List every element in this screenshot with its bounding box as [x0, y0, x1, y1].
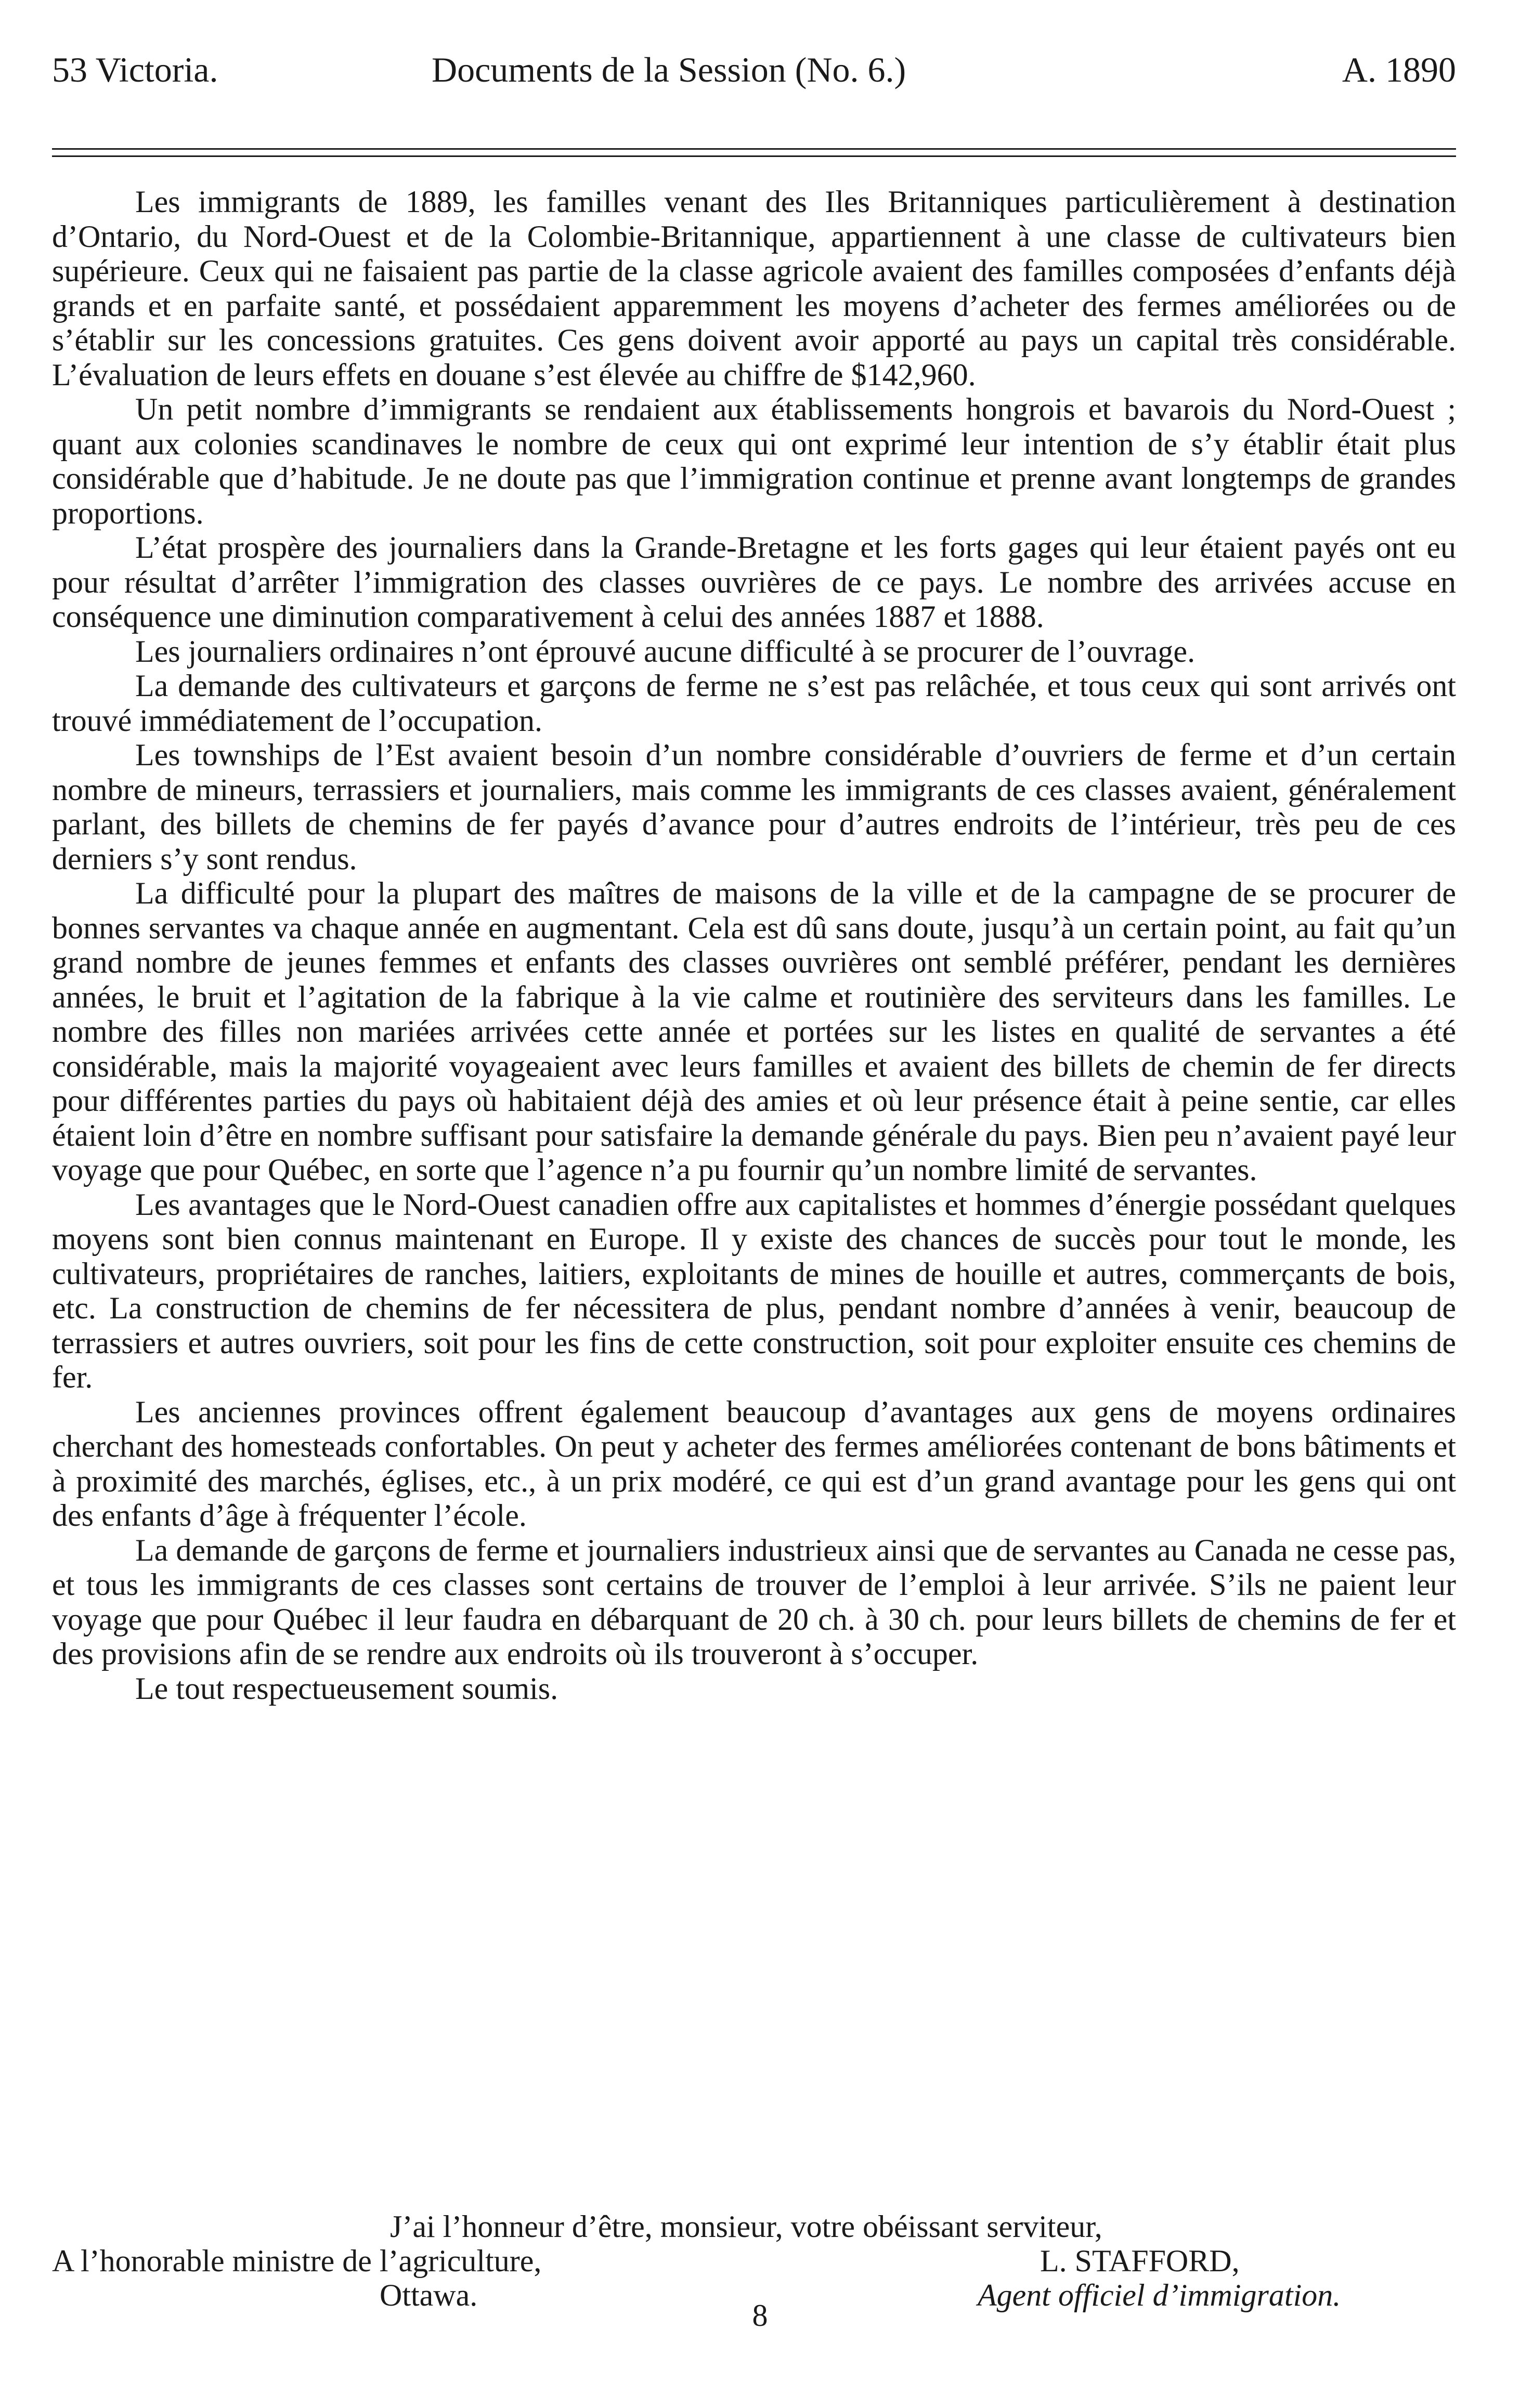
- closing-addressee: A l’honorable ministre de l’agriculture,: [52, 2244, 542, 2278]
- running-header: [52, 49, 1456, 107]
- signature-name: L. STAFFORD,: [1040, 2244, 1240, 2278]
- paragraph: La demande de garçons de ferme et journaliers industrieux ainsi que de servantes au Canada ne cesse pas, et tous les immigrants de ces classes sont certains de trouver de l’emploi à leur arrivée. S’ils ne paient leur voyage que pour Québec il leur faudra en débarquant de 20 ch. à 30 ch. pour leurs billets de chemins de fer et des provisions afin de se rendre aux endroits où ils trouveront à s’occuper.: [52, 1533, 1456, 1671]
- closing-honour: J’ai l’honneur d’être, monsieur, votre obéissant serviteur,: [390, 2209, 1102, 2244]
- paragraph: Un petit nombre d’immigrants se rendaient aux établissements hongrois et bavarois du Nord-Ouest ; quant aux colonies scandinaves le nombre de ceux qui ont exprimé leur intention de s’y établir était plus considérable que d’habitude. Je ne doute pas que l’immigration continue et prenne avant longtemps de grandes proportions.: [52, 392, 1456, 530]
- header-rule-top: [52, 148, 1456, 150]
- paragraph: Les immigrants de 1889, les familles venant des Iles Britanniques particulièrement à destination d’Ontario, du Nord-Ouest et de la Colombie-Britannique, appartiennent à une classe de cultivateurs bien supérieure. Ceux qui ne faisaient pas partie de la classe agricole avaient des familles composées d’enfants déjà grands et en parfaite santé, et possédaient apparemment les moyens d’acheter des fermes améliorées ou de s’établir sur les concessions gratuites. Ces gens doivent avoir apporté au pays un capital très considérable. L’évaluation de leurs effets en douane s’est élevée au chiffre de $142,960.: [52, 185, 1456, 392]
- paragraph: Le tout respectueusement soumis.: [135, 1671, 558, 1706]
- closing-place: Ottawa.: [380, 2278, 478, 2312]
- header-title: Documents de la Session (No. 6.): [432, 50, 906, 89]
- page-number: 8: [752, 2298, 768, 2333]
- header-year: A. 1890: [1342, 50, 1456, 89]
- header-rule-bottom: [52, 155, 1456, 157]
- paragraph: La difficulté pour la plupart des maîtres de maisons de la ville et de la campagne de se procurer de bonnes servantes va chaque année en augmentant. Cela est dû sans doute, jusqu’à un certain point, au fait qu’un grand nombre de jeunes femmes et enfants des classes ouvrières ont semblé préférer, pendant les dernières années, le bruit et l’agitation de la fabrique à la vie calme et routinière des serviteurs dans les familles. Le nombre des filles non mariées arrivées cette année et portées sur les listes en qualité de servantes a été considérable, mais la majorité voyageaient avec leurs familles et avaient des billets de chemin de fer directs pour différentes parties du pays où habitaient déjà des amies et où leur présence était à peine sentie, car elles étaient loin d’être en nombre suffisant pour satisfaire la demande générale du pays. Bien peu n’avaient payé leur voyage que pour Québec, en sorte que l’agence n’a pu fournir qu’un nombre limité de servantes.: [52, 876, 1456, 1187]
- paragraph: Les townships de l’Est avaient besoin d’un nombre considérable d’ouvriers de ferme et d’un certain nombre de mineurs, terrassiers et journaliers, mais comme les immigrants de ces classes avaient, généralement parlant, des billets de chemins de fer payés d’avance pour d’autres endroits de l’intérieur, très peu de ces derniers s’y sont rendus.: [52, 738, 1456, 876]
- report-body: [52, 185, 1456, 1706]
- paragraph: Les anciennes provinces offrent également beaucoup d’avantages aux gens de moyens ordinaires cherchant des homesteads confortables. On peut y acheter des fermes améliorées contenant de bons bâtiments et à proximité des marchés, églises, etc., à un prix modéré, ce qui est d’un grand avantage pour les gens qui ont des enfants d’âge à fréquenter l’école.: [52, 1394, 1456, 1533]
- paragraph: Les journaliers ordinaires n’ont éprouvé aucune difficulté à se procurer de l’ouvrage.: [135, 634, 1196, 669]
- signature-title: Agent officiel d’immigration.: [978, 2278, 1341, 2312]
- paragraph: Les avantages que le Nord-Ouest canadien offre aux capitalistes et hommes d’énergie possédant quelques moyens sont bien connus maintenant en Europe. Il y existe des chances de succès pour tout le monde, les cultivateurs, propriétaires de ranches, laitiers, exploitants de mines de houille et autres, commerçants de bois, etc. La construction de chemins de fer nécessitera de plus, pendant nombre d’années à venir, beaucoup de terrassiers et autres ouvriers, soit pour les fins de cette construction, soit pour exploiter ensuite ces chemins de fer.: [52, 1187, 1456, 1394]
- header-session: 53 Victoria.: [52, 50, 218, 89]
- paragraph: La demande des cultivateurs et garçons de ferme ne s’est pas relâchée, et tous ceux qui sont arrivés ont trouvé immédiatement de l’occupation.: [52, 669, 1456, 738]
- paragraph: L’état prospère des journaliers dans la Grande-Bretagne et les forts gages qui leur étaient payés ont eu pour résultat d’arrêter l’immigration des classes ouvrières de ce pays. Le nombre des arrivées accuse en conséquence une diminution comparativement à celui des années 1887 et 1888.: [52, 530, 1456, 634]
